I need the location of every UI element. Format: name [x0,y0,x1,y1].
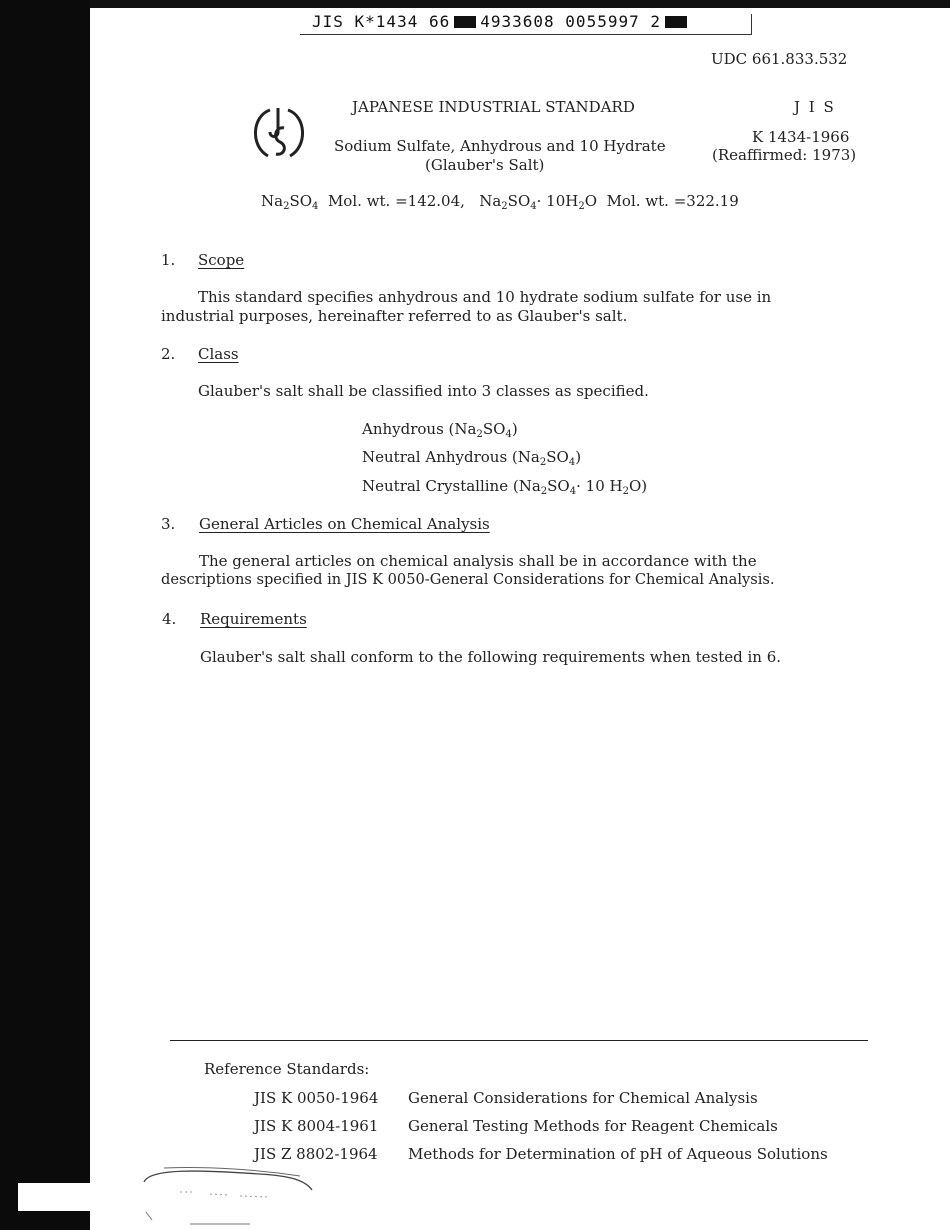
footnote-rule [170,1040,868,1041]
header-rule [300,34,752,35]
subject-title: Sodium Sulfate, Anhydrous and 10 Hydrate [334,137,666,155]
scan-margin-patch [18,1183,90,1211]
document-header-code [312,12,691,31]
reference-code: JIS K 0050-1964 [254,1089,379,1107]
section-2-title: Class [198,345,239,363]
anhydrous-mol-wt: Mol. wt. =142.04, [327,192,465,210]
class-anhydrous: Anhydrous $(Na_2SO_4)$ [362,420,518,440]
class-neutral-crystalline: Neutral Crystalline ($Na_2SO_4\cdot 10$ $H_2O$) [362,477,648,497]
header-block-mark [454,16,476,28]
section-1-text-line-1: This standard specifies anhydrous and 10 hydrate sodium sulfate for use in [198,288,772,306]
formula-line: $Na_2SO_4$ Mol. wt. =142.04, $Na_2SO_4\cdot 10H_2O$ Mol. wt. =322.19 [261,192,739,212]
header-rule-tick [751,14,752,34]
section-3-text-line-2: descriptions specified in JIS K 0050-General Considerations for Chemical Analysis. [161,571,775,588]
section-1-number: 1. [161,251,176,269]
scan-left-margin [0,0,90,1230]
section-3-text-line-1: The general articles on chemical analysis shall be in accordance with the [199,552,757,570]
reference-code: JIS K 8004-1961 [254,1117,379,1135]
jis-logo-icon [248,104,310,164]
jis-mark-text: J I S [794,98,836,116]
class-neutral-anhydrous: Neutral Anhydrous $(Na_2SO_4)$ [362,448,582,468]
section-2-number: 2. [161,345,176,363]
subject-subtitle: (Glauber's Salt) [425,156,545,174]
scan-artifact-scribble [140,1162,340,1228]
standard-number: K 1434-1966 [752,128,850,146]
section-4-text-line-1: Glauber's salt shall conform to the following requirements when tested in 6. [200,648,782,666]
header-code-part-a: JIS K*1434 66 [312,12,451,31]
scan-top-margin [90,0,950,8]
section-4-number: 4. [162,610,177,628]
section-3-title: General Articles on Chemical Analysis [199,515,490,533]
reference-heading: Reference Standards: [204,1060,370,1078]
header-code-part-b: 4933608 0055997 2 [480,12,661,31]
reaffirmed-date: (Reaffirmed: 1973) [712,146,857,164]
header-block-mark-end [665,16,687,28]
reference-title: Methods for Determination of pH of Aqueous Solutions [408,1145,828,1163]
section-1-title: Scope [198,251,245,269]
section-4-title: Requirements [200,610,307,628]
udc-number: UDC 661.833.532 [711,50,848,68]
reference-title: General Testing Methods for Reagent Chemicals [408,1117,778,1135]
standard-organization: JAPANESE INDUSTRIAL STANDARD [352,98,635,116]
section-3-number: 3. [161,515,176,533]
reference-title: General Considerations for Chemical Analysis [408,1089,758,1107]
hydrate-mol-wt: Mol. wt. =322.19 [606,192,739,210]
reference-code: JIS Z 8802-1964 [254,1145,378,1163]
section-2-intro: Glauber's salt shall be classified into 3 classes as specified. [198,382,649,400]
section-1-text-line-2: industrial purposes, hereinafter referred to as Glauber's salt. [161,307,628,325]
